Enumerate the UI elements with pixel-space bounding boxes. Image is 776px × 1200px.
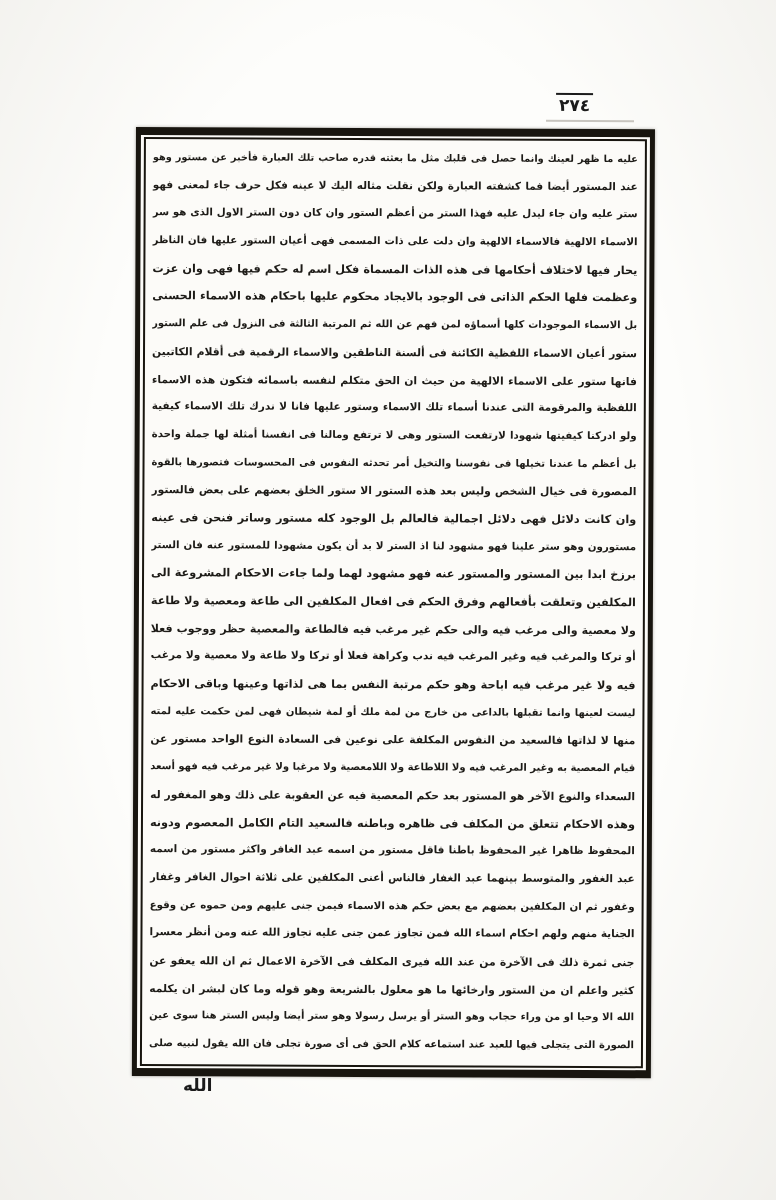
- text-line: منها لا لذاتها فالسعيد من النفوس المكلفة على نوعين فى السعادة النوع الواحد مستور عن: [150, 732, 636, 748]
- text-line: وان كانت دلائل فهى دلائل اجمالية فالعالم بل الوجود كله مستور وساتر فنحن فى عينه: [151, 511, 637, 527]
- text-line: ستور أعيان الاسماء اللفظية الكائنة فى ألسنة الناطقين والاسماء الرقمية فى أقلام الكاتبين: [151, 344, 638, 361]
- text-frame: [132, 127, 655, 1078]
- text-line: ولا معصية والى مرغب فيه والى حكم غير مرغب فيه فالطاعة والمعصية حظر ووجوب فعلا: [150, 621, 636, 637]
- text-line: عبد الغفور والمتوسط بينهما عبد الغفار فالناس أعنى المكلفين على ثلاثة احوال الغافر وغفار: [149, 870, 635, 886]
- text-line: المصورة فى خيال الشخص وليس بعد هذه الستور الا ستور الخلق بعضهم على بعض فالستور: [151, 483, 637, 499]
- text-line: عليه ما ظهر لعينك وانما حصل فى قلبك مثل ما بعثته قدره صاحب تلك العبارة فأخبر عن مستور وهو: [152, 152, 638, 166]
- page-number: ٢٧٤: [556, 93, 593, 116]
- frame-inner-border: [140, 137, 647, 1068]
- text-line: فانها ستور على الاسماء الالهية من حيث ان الحق متكلم لنفسه باسمائه فتكون هذه الاسماء: [151, 372, 637, 388]
- text-line: المحفوظ ظاهرا غير المحفوظ باطنا فاقل مستور من اسمه عبد الغافر واكثر مستور من اسمه: [149, 843, 635, 858]
- text-line: بل أعظم ما عندنا تخيلها فى نفوسنا والتخيل أمر تحدثه النفوس فى المحسوسات فتصورها بالقوة: [151, 456, 637, 470]
- text-line: ليست لعينها وانما تقبلها بالداعى من خارج من لمة ملك أو لمة شيطان فهى لمن حكمت عليه لمته: [150, 705, 636, 719]
- text-line: وهذه الاحكام تتعلق من المكلف فى ظاهره وباطنه فالسعيد التام الكامل المعصوم ودونه: [149, 815, 635, 831]
- text-line: الصورة التى يتجلى فيها للعبد عند استماعه كلام الحق فى أى صورة تجلى فان الله يقول لنبيه صلى: [148, 1038, 635, 1052]
- text-line: برزخ ابدا بين المستور والمستور عنه فهو مشهود لهما ولما جاءت الاحكام المشروعة الى: [151, 566, 637, 582]
- body-text: [149, 144, 638, 1060]
- text-line: ستر عليه وان جاء ليدل عليه فهذا الستر من أعظم الستور وان كان دون الستر الاول الذى هو سر: [152, 206, 638, 221]
- text-line: وغفور ثم ان المكلفين بعضهم مع بعض حكم هذه الاسماء فيمن جنى عليهم ومن حموه عن وقوع: [149, 898, 635, 913]
- text-line: السعداء والنوع الآخر هو المستور بعد حكم المعصية فيه عن العقوبة على ذلك وهو المغفور له: [150, 787, 636, 803]
- text-line: فيه ولا غير مرغب فيه اباحة وهو حكم مرتبة النفس بما هى لذاتها وعينها وباقى الاحكام: [150, 677, 636, 693]
- text-line: قيام المعصية به وغير المرغب فيه ولا اللاطاعة ولا اللامعصية ولا مرغبا ولا غير مرغب فيه فهو أسعد: [150, 761, 636, 775]
- text-line: المكلفين وتعلقت بأفعالهم وفرق الحكم فى افعال المكلفين الى طاعة ومعصية ولا طاعة: [150, 594, 636, 610]
- catchword: الله: [183, 1076, 213, 1096]
- page-number-rule: [546, 120, 634, 122]
- text-line: الجناية منهم ولهم احكام اسماء الله فمن تجاوز عمن جنى عليه تجاوز الله عنه ومن أنظر معسرا: [149, 926, 635, 941]
- text-line: اللفظية والمرقومة التى عندنا أسماء تلك الاسماء وستور عليها فانا لا ندرك تلك الاسماء كيفية: [151, 400, 637, 415]
- text-line: مستورون وهو ستر علينا فهو مشهود لنا اذ الستر لا بد أن يكون مشهودا للمستور عنه فان الستر: [151, 538, 637, 553]
- text-line: بل الاسماء الموجودات كلها أسماؤه لمن فهم عن الله ثم المرتبة الثالثة فى النزول فى علم الستور: [152, 318, 638, 332]
- text-line: جنى ثمرة ذلك فى الآخرة من عند الله فيرى المكلف فى الآخرة الاعمال ثم ان الله يعفو عن: [149, 954, 635, 970]
- text-line: كثير واعلم ان من الستور وارخائها ما هو معلول بالشريعة وهو قوله وما كان لبشر ان يكلمه: [149, 981, 635, 997]
- text-line: عند المستور أيضا فما كشفته العبارة ولكن نقلت مثاله اليك لا عينه فكل حرف جاء لمعنى فهو: [152, 178, 638, 193]
- text-line: الاسماء الالهية فالاسماء الالهية وان دلت على ذات المسمى فهى أعيان الستور عليها فان الناظر: [152, 234, 638, 249]
- text-line: يحار فيها لاختلاف أحكامها فى هذه الذات المسماة فكل اسم له حكم فيها فهى وان عزت: [152, 261, 638, 277]
- text-line: أو تركا والمرغب فيه وغير المرغب فيه ندب وكراهة فعلا أو تركا ولا طاعة ولا معصية ولا مرغب: [150, 649, 636, 664]
- text-line: ولو ادركنا كيفيتها شهودا لارتفعت الستور وهى لا ترتفع ومالنا فى انفسنا أمثلة لها جملة واحدة: [151, 427, 637, 443]
- text-line: وعظمت فلها الحكم الذاتى فى الوجود بالايجاد محكوم عليها باحكام هذه الاسماء الحسنى: [152, 289, 638, 305]
- text-line: الله الا وحيا او من وراء حجاب وهو الستر أو يرسل رسولا وهو ستر أيضا وليس الستر هنا سوى عين: [149, 1010, 635, 1024]
